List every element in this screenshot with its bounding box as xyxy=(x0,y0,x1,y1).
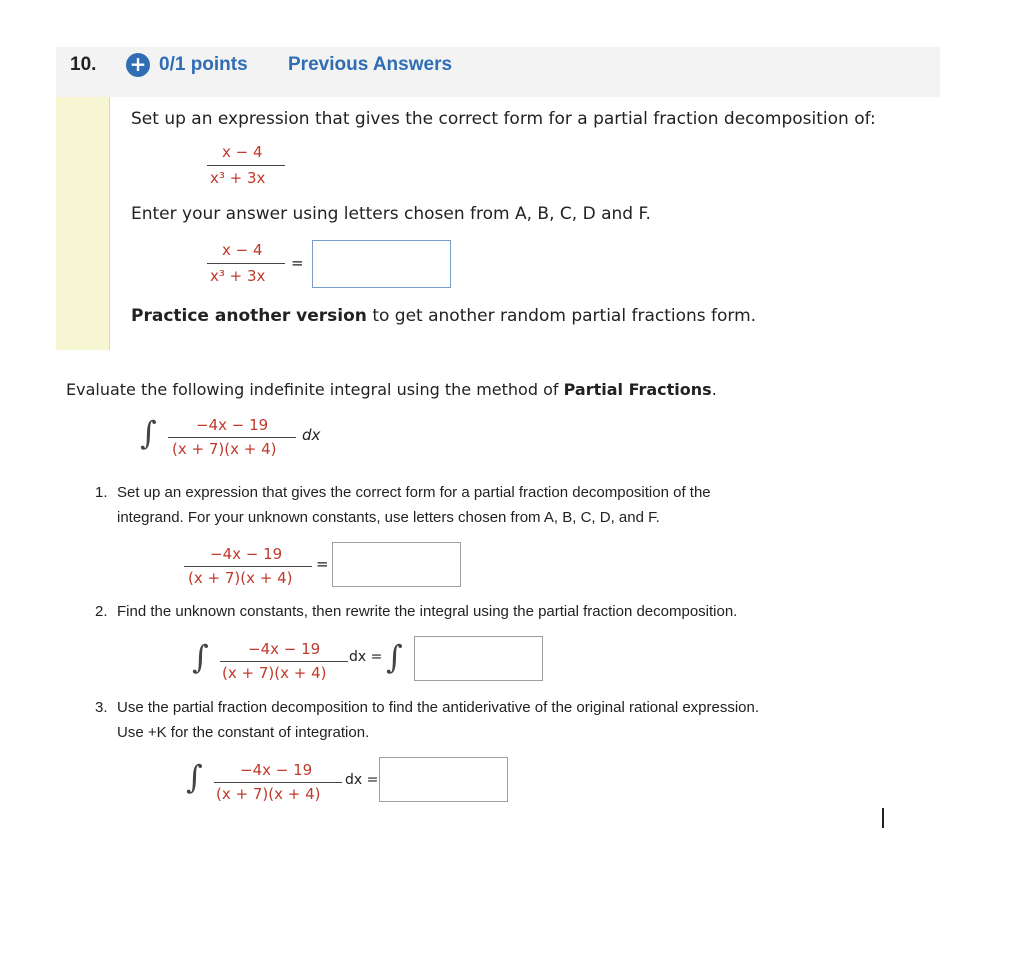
fraction-bar xyxy=(207,165,285,166)
integrand-denominator: (x + 7)(x + 4) xyxy=(222,664,327,682)
dx-equals-label: dx = xyxy=(345,772,379,788)
plus-icon[interactable]: + xyxy=(126,53,150,77)
intro-text: Evaluate the following indefinite integral using the method of xyxy=(66,380,559,399)
step-number: 1. xyxy=(95,484,108,501)
step-number: 2. xyxy=(95,603,108,620)
fraction-numerator: x − 4 xyxy=(222,241,263,259)
equals-sign: = xyxy=(291,254,304,272)
step-text: Set up an expression that gives the correct form for a partial fraction decomposition of the xyxy=(117,484,711,501)
integrand-denominator: (x + 7)(x + 4) xyxy=(188,569,293,587)
answer-input-step-2[interactable] xyxy=(414,636,543,681)
previous-answers-link[interactable]: Previous Answers xyxy=(288,54,453,75)
dx-equals-label: dx = xyxy=(349,649,383,665)
fraction-bar xyxy=(220,661,348,662)
text-cursor-icon xyxy=(882,808,884,828)
fraction-bar xyxy=(207,263,285,264)
intro-bold: Partial Fractions xyxy=(563,380,712,399)
integrand-numerator: −4x − 19 xyxy=(240,761,313,779)
question-prompt: Set up an expression that gives the correct form for a partial fraction decomposition of: xyxy=(131,109,876,129)
points-link[interactable]: 0/1 points xyxy=(159,54,248,75)
integral-sign-icon: ∫ xyxy=(140,414,157,452)
fraction-bar xyxy=(214,782,342,783)
divider xyxy=(109,97,110,350)
integrand-denominator: (x + 7)(x + 4) xyxy=(216,785,321,803)
step-text: Find the unknown constants, then rewrite the integral using the partial fraction decomposition. xyxy=(117,603,738,620)
dx-label: dx xyxy=(302,426,321,444)
question-number: 10. xyxy=(70,54,97,75)
step-text: Use the partial fraction decomposition to find the antiderivative of the original rational expression. xyxy=(117,699,760,716)
practice-another-version-link[interactable]: Practice another version xyxy=(131,306,367,326)
practice-rest-text: to get another random partial fractions form. xyxy=(372,306,757,326)
intro-end: . xyxy=(711,380,717,399)
step-number: 3. xyxy=(95,699,108,716)
integrand-numerator: −4x − 19 xyxy=(196,416,269,434)
answer-input-step-1[interactable] xyxy=(332,542,461,587)
step-text: integrand. For your unknown constants, use letters chosen from A, B, C, D, and F. xyxy=(117,509,660,526)
instruction-text: Enter your answer using letters chosen from A, B, C, D and F. xyxy=(131,204,651,224)
fraction-bar xyxy=(168,437,296,438)
integral-sign-icon: ∫ xyxy=(386,638,403,676)
equals-sign: = xyxy=(316,555,329,573)
integrand-denominator: (x + 7)(x + 4) xyxy=(172,440,277,458)
answer-input-decomposition[interactable] xyxy=(312,240,451,288)
integrand-numerator: −4x − 19 xyxy=(210,545,283,563)
practice-text xyxy=(131,306,756,326)
step-text: Use +K for the constant of integration. xyxy=(117,724,370,741)
integral-intro xyxy=(66,380,717,399)
integrand-numerator: −4x − 19 xyxy=(248,640,321,658)
question-status-marker xyxy=(56,97,110,350)
answer-input-step-3[interactable] xyxy=(379,757,508,802)
integral-sign-icon: ∫ xyxy=(186,758,203,796)
fraction-denominator: x³ + 3x xyxy=(210,267,266,285)
fraction-bar xyxy=(184,566,312,567)
integral-sign-icon: ∫ xyxy=(192,638,209,676)
fraction-denominator: x³ + 3x xyxy=(210,169,266,187)
fraction-numerator: x − 4 xyxy=(222,143,263,161)
